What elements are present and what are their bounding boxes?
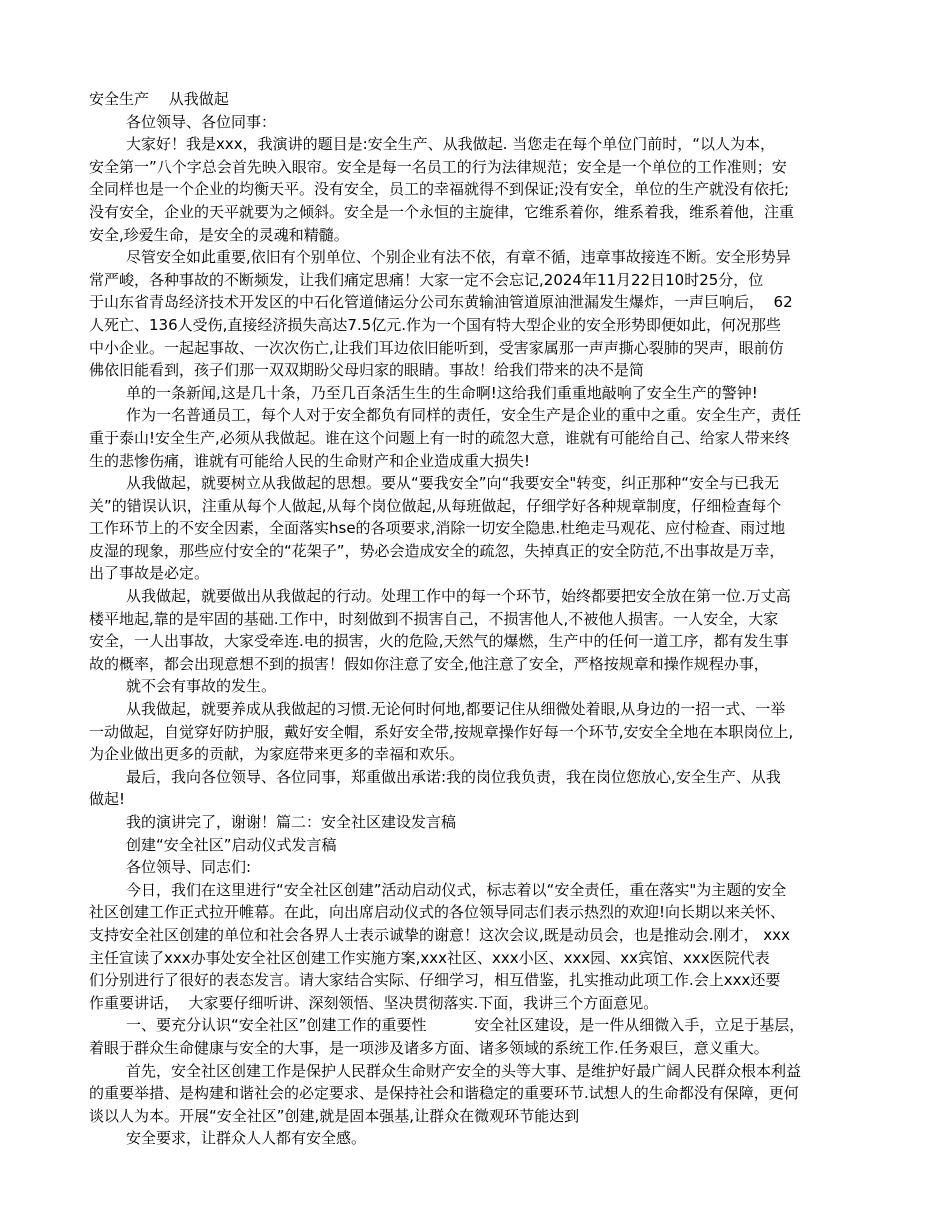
text-line: 安全要求，让群众人人都有安全感。 bbox=[126, 1129, 367, 1148]
text-line: 创建“安全社区”启动仪式发言稿 bbox=[126, 835, 337, 854]
text-line: 大家好！我是xxx，我演讲的题目是:安全生产、从我做起. 当您走在每个单位门前时，“以人为本， bbox=[126, 135, 775, 154]
document-title: 安全生产 从我做起 bbox=[89, 90, 229, 108]
text-line: 着眼于群众生命健康与安全的大事，是一项涉及诸多方面、诸多领域的系统工作.任务艰巨，意义重大。 bbox=[89, 1038, 769, 1057]
text-line: 关”的错误认识，注重从每个人做起,从每个岗位做起,从每班做起，仔细学好各种规章制度，仔细检查每个 bbox=[89, 496, 782, 515]
document-page bbox=[89, 88, 865, 1150]
text-line: 常严峻，各种事故的不断频发，让我们痛定思痛！大家一定不会忘记,2024年11月22日10时25分，位 bbox=[89, 270, 764, 289]
text-line: 从我做起，就要做出从我做起的行动。处理工作中的每一个环节，始终都要把安全放在第一位.万丈高 bbox=[126, 587, 791, 606]
text-line: 佛依旧能看到，孩子们那一双双期盼父母归家的眼睛。事故！给我们带来的决不是简 bbox=[89, 361, 645, 380]
text-line: 故的概率，都会出现意想不到的损害！假如你注意了安全,他注意了安全，严格按规章和操作规程办事， bbox=[89, 654, 769, 673]
text-line: 人死亡、136人受伤,直接经济损失高达7.5亿元.作为一个国有特大型企业的安全形势即便如此，何况那些 bbox=[89, 315, 782, 334]
text-line: 安全第一”八个字总会首先映入眼帘。安全是每一名员工的行为法律规范；安全是一个单位的工作准则；安 bbox=[89, 157, 787, 176]
text-line: 工作环节上的不安全因素，全面落实hse的各项要求,消除一切安全隐患.杜绝走马观花、应付检查、雨过地 bbox=[89, 519, 786, 538]
text-line: 最后，我向各位领导、各位同事，郑重做出承诺:我的岗位我负责，我在岗位您放心,安全生产、从我 bbox=[126, 767, 781, 786]
text-line: 就不会有事故的发生。 bbox=[126, 677, 277, 696]
text-line: 全同样也是一个企业的均衡天平。没有安全，员工的幸福就得不到保证;没有安全，单位的生产就没有依托; bbox=[89, 180, 790, 199]
text-line: 作重要讲话， 大家要仔细听讲、深刻领悟、坚决贯彻落实.下面，我讲三个方面意见。 bbox=[89, 993, 659, 1012]
text-line: 的重要举措、是构建和谐社会的必定要求、是保持社会和谐稳定的重要环节.试想人的生命都没有保障，更何 bbox=[89, 1084, 799, 1103]
text-line: 生的悲惨伤痛，谁就有可能给人民的生命财产和企业造成重大损失! bbox=[89, 451, 531, 470]
text-line: 没有安全，企业的天平就要为之倾斜。安全是一个永恒的主旋律，它维系着你，维系着我，维系着他，注重 bbox=[89, 202, 795, 221]
text-line: 重于泰山!安全生产,必须从我做起。谁在这个问题上有一时的疏忽大意，谁就有可能给自己、给家人带来终 bbox=[89, 428, 790, 447]
text-line: 我的演讲完了，谢谢！篇二：安全社区建设发言稿 bbox=[126, 813, 457, 831]
text-line: 于山东省青岛经济技术开发区的中石化管道储运分公司东黄输油管道原油泄漏发生爆炸，一声巨响后， 62 bbox=[89, 293, 793, 312]
text-line: 从我做起，就要树立从我做起的思想。要从“要我安全”向“我要安全"转变，纠正那种“安全与已我无 bbox=[126, 474, 779, 493]
text-line: 首先，安全社区创建工作是保护人民群众生命财产安全的头等大事、是维护好最广阔人民群众根本利益 bbox=[126, 1061, 802, 1080]
text-line: 尽管安全如此重要,依旧有个别单位、个别企业有法不依，有章不循，违章事故接连不断。安全形势异 bbox=[126, 248, 791, 267]
text-line: 们分别进行了很好的表态发言。请大家结合实际、仔细学习，相互借鉴，扎实推动此项工作.会上xxx还要 bbox=[89, 971, 781, 990]
text-line: 各位领导、同志们: bbox=[126, 858, 252, 877]
text-line: 社区创建工作正式拉开帷幕。在此，向出席启动仪式的各位领导同志们表示热烈的欢迎!向长期以来关怀、 bbox=[89, 903, 786, 922]
text-line: 各位领导、各位同事： bbox=[126, 112, 277, 131]
text-line: 楼平地起,靠的是牢固的基础.工作中，时刻做到不损害自己，不损害他人,不被他人损害。一人安全，大家 bbox=[89, 609, 779, 628]
text-line: 为企业做出更多的贡献，为家庭带来更多的幸福和欢乐。 bbox=[89, 745, 465, 764]
text-line: 一、要充分认识“安全社区”创建工作的重要性 安全社区建设，是一件从细微入手，立足于基层， bbox=[126, 1016, 805, 1035]
text-line: 作为一名普通员工，每个人对于安全都负有同样的责任，安全生产是企业的重中之重。安全生产，责任 bbox=[126, 406, 802, 425]
text-line: 皮湿的现象，那些应付安全的“花架子”，势必会造成安全的疏忽，失掉真正的安全防范,不出事故是万幸， bbox=[89, 541, 785, 560]
text-line: 一动做起，自觉穿好防护服，戴好安全帽，系好安全带,按规章操作好每一个环节,安安全全地在本职岗位上, bbox=[89, 722, 794, 741]
text-line: 支持安全社区创建的单位和社会各界人士表示诚挚的谢意！这次会议,既是动员会，也是推动会.刚才， xxx bbox=[89, 925, 790, 944]
text-line: 从我做起，就要养成从我做起的习惯.无论何时何地,都要记住从细微处着眼,从身边的一招一式、一举 bbox=[126, 700, 786, 719]
text-line: 中小企业。一起起事故、一次次伤亡,让我们耳边依旧能听到，受害家属那一声声撕心裂肺的哭声，眼前仿 bbox=[89, 338, 784, 357]
text-line: 单的一条新闻,这是几十条，乃至几百条活生生的生命啊!这给我们重重地敲响了安全生产的警钟! bbox=[126, 383, 758, 402]
text-line: 今日，我们在这里进行“安全社区创建”活动启动仪式，标志着以“安全责任，重在落实"为主题的安全 bbox=[126, 880, 787, 899]
text-line: 做起! bbox=[89, 790, 126, 809]
text-line: 安全,珍爱生命，是安全的灵魂和精髓。 bbox=[89, 225, 349, 244]
text-line: 安全，一人出事故，大家受牵连.电的损害，火的危险,天然气的爆燃，生产中的任何一道工序，都有发生事 bbox=[89, 632, 789, 651]
text-line: 出了事故是必定。 bbox=[89, 564, 210, 583]
text-line: 主任宣读了xxx办事处安全社区创建工作实施方案,xxx社区、xxx小区、xxx园、xx宾馆、xxx医院代表 bbox=[89, 948, 770, 967]
text-line: 谈以人为本。开展“安全社区”创建,就是固本强基,让群众在微观环节能达到 bbox=[89, 1106, 580, 1125]
